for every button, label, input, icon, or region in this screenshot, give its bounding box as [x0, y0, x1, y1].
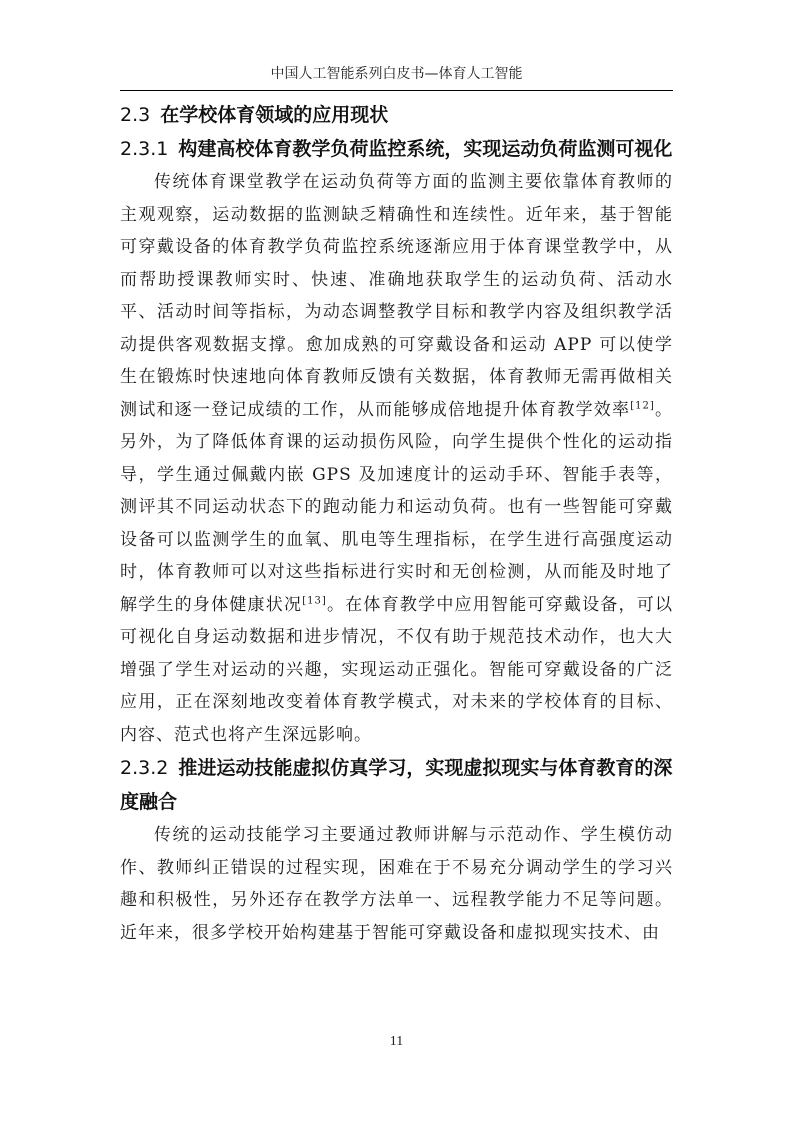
paragraph-1-tail: 。在体育教学中应用智能可穿戴设备，可以可视化自身运动数据和进步情况，不仅有助于规范技术动作，也大大增强了学生对运动的兴趣，实现运动正强化。智能可穿戴设备的广泛应用，正在深刻地改变着体育教学模式，对未来的学校体育的目标、内容、范式也将产生深远影响。 [120, 594, 674, 745]
subsection-number-2: 2.3.2 [120, 757, 169, 779]
citation-12: [12] [630, 399, 655, 411]
paragraph-1-continued: 另外，为了降低体育课的运动损伤风险，向学生提供个性化的运动指导，学生通过佩戴内嵌 GPS 及加速度计的运动手环、智能手表等，测评其不同运动状态下的跑动能力和运动负荷。也有一些智能可穿戴设备可以监测学生的血氧、肌电等生理指标，在学生进行高强度运动时，体育教师可以对这些指标进行实时和无创检测，从而能及时地了解学生的身体健康状况 [120, 432, 673, 615]
citation-13: [13] [302, 594, 327, 606]
section-number: 2.3 [120, 104, 151, 126]
subsection-title-1: 构建高校体育教学负荷监控系统，实现运动负荷监测可视化 [178, 138, 673, 160]
paragraph-1-end: 。 [654, 399, 674, 420]
section-heading [120, 98, 673, 132]
running-header: 中国人工智能系列白皮书—体育人工智能 [270, 66, 523, 82]
page-number: 11 [389, 1034, 404, 1049]
subsection-number-1: 2.3.1 [120, 138, 169, 160]
header-rule [120, 90, 673, 91]
section-title: 在学校体育领域的应用现状 [160, 104, 389, 126]
subsection-heading-1 [120, 132, 673, 166]
paragraph-1 [120, 166, 673, 751]
paragraph-2: 传统的运动技能学习主要通过教师讲解与示范动作、学生模仿动作、教师纠正错误的过程实现，困难在于不易充分调动学生的学习兴趣和积极性，另外还存在教学方法单一、远程教学能力不足等问题。近年来，很多学校开始构建基于智能可穿戴设备和虚拟现实技术、由 [120, 825, 673, 943]
subsection-title-2: 推进运动技能虚拟仿真学习，实现虚拟现实与体育教育的深度融合 [120, 757, 673, 813]
page-body [120, 98, 673, 949]
subsection-heading-2 [120, 751, 673, 819]
paragraph-1-text: 传统体育课堂教学在运动负荷等方面的监测主要依靠体育教师的主观观察，运动数据的监测缺乏精确性和连续性。近年来，基于智能可穿戴设备的体育教学负荷监控系统逐渐应用于体育课堂教学中，从而帮助授课教师实时、快速、准确地获取学生的运动负荷、活动水平、活动时间等指标，为动态调整教学目标和教学内容及组织教学活动提供客观数据支撑。愈加成熟的可穿戴设备和运动 APP 可以使学生在锻炼时快速地向体育教师反馈有关数据，体育教师无需再做相关测试和逐一登记成绩的工作，从而能够成倍地提升体育教学效率 [120, 172, 673, 420]
